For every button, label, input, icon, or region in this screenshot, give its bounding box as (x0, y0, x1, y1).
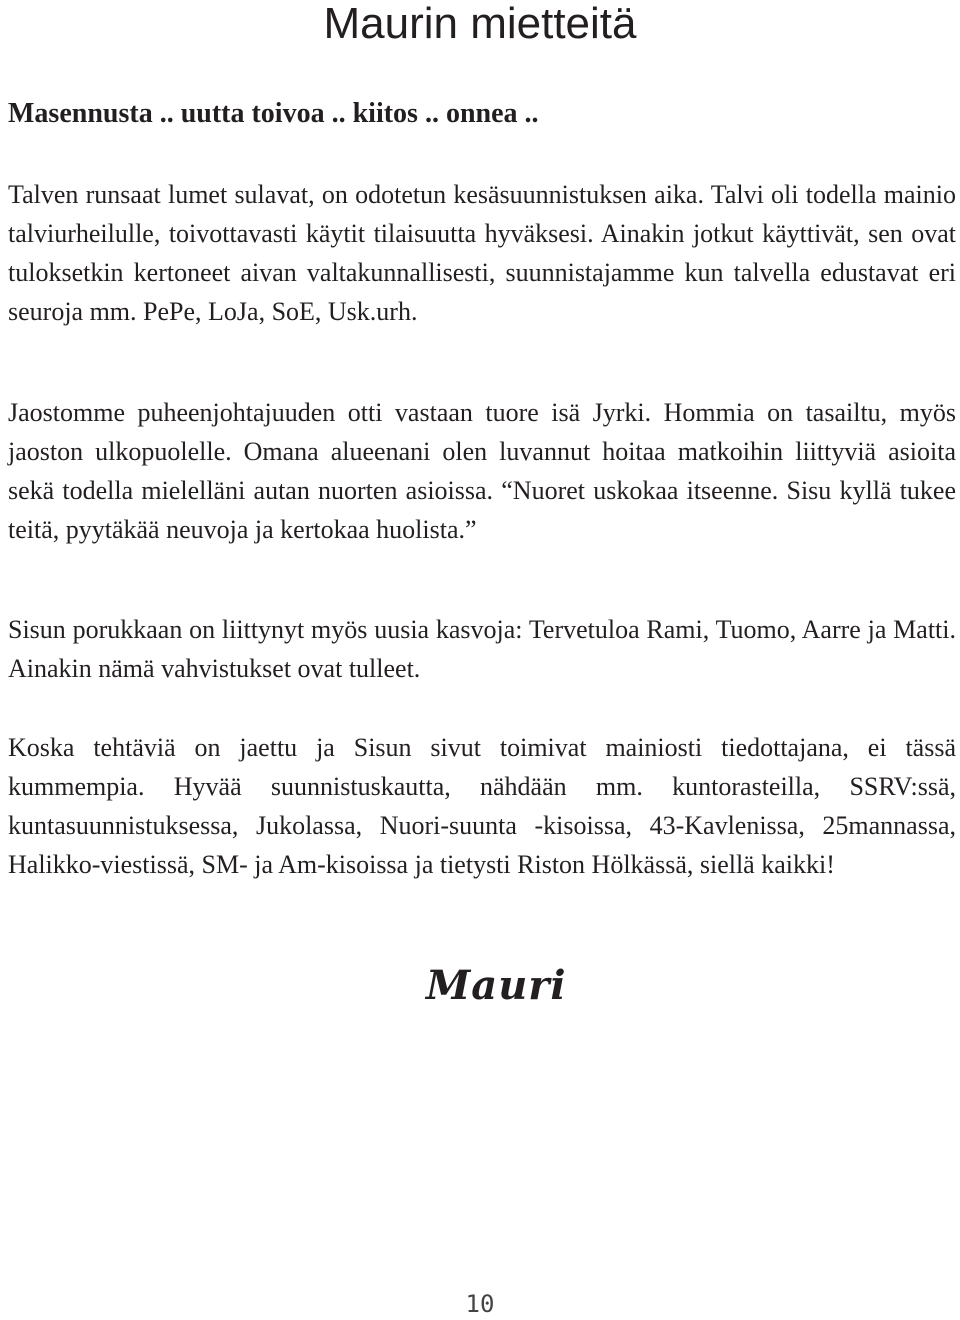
article-subtitle: Masennusta .. uutta toivoa .. kiitos .. onnea .. (8, 98, 539, 129)
paragraph-winter: Talven runsaat lumet sulavat, on odotetun kesäsuunnistuksen aika. Talvi oli todella mainio talviurheilulle, toivottavasti käytit tilaisuutta hyväksesi. Ainakin jotkut käyttivät, sen ovat tuloksetkin kertoneet aivan valtakunnallisesti, suunnistajamme kun talvella edustavat eri seuroja mm. PePe, LoJa, SoE, Usk.urh. (8, 180, 956, 326)
paragraph-season-greeting: Koska tehtäviä on jaettu ja Sisun sivut toimivat mainiosti tiedottajana, ei tässä kummempia. Hyvää suunnistuskautta, nähdään mm. kuntorasteilla, SSRV:ssä, kuntasuunnistuksessa, Jukolassa, Nuori-suunta -kisoissa, 43-Kavlenissa, 25mannassa, Halikko-viestissä, SM- ja Am-kisoissa ja tietysti Riston Hölkässä, siellä kaikki! (8, 733, 956, 879)
signature: Mauri (426, 962, 567, 1009)
page-number: 10 (465, 1290, 495, 1318)
paragraph-new-members: Sisun porukkaan on liittynyt myös uusia kasvoja: Tervetuloa Rami, Tuomo, Aarre ja Matti. Ainakin nämä vahvistukset ovat tulleet. (8, 615, 956, 683)
page-title: Maurin mietteitä (323, 0, 637, 48)
paragraph-chairmanship: Jaostomme puheenjohtajuuden otti vastaan tuore isä Jyrki. Hommia on tasailtu, myös jaoston ulkopuolelle. Omana alueenani olen luvannut hoitaa matkoihin liittyviä asioita sekä todella mielelläni autan nuorten asioissa. “Nuoret uskokaa itseenne. Sisu kyllä tukee teitä, pyytäkää neuvoja ja kertokaa huolista.” (8, 398, 956, 544)
